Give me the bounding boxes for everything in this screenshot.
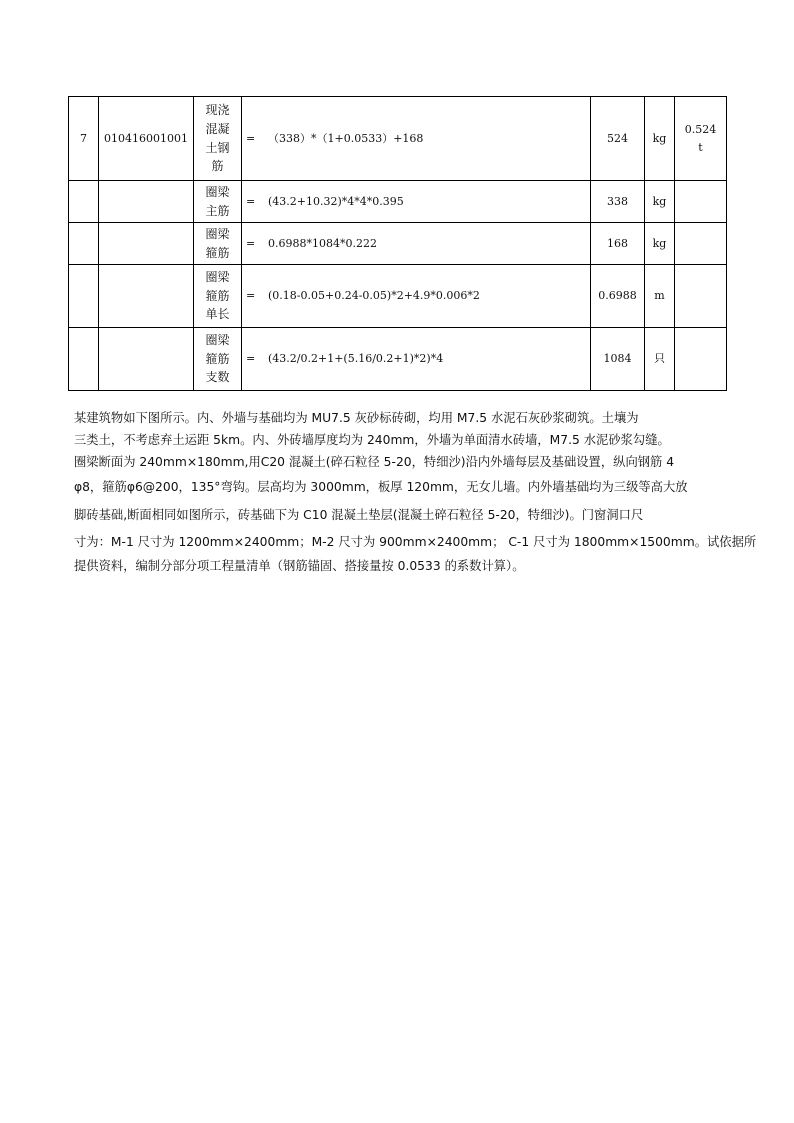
calc-expression: = (0.18-0.05+0.24-0.05)*2+4.9*0.006*2 [242,265,591,328]
quantity-value: 338 [591,181,645,223]
total-value [675,223,727,265]
description-line: φ8，箍筋φ6@200，135°弯钩。层高均为 3000mm，板厚 120mm，无女儿墙。内外墙基础均为三级等高大放 [74,480,688,494]
table-row [69,97,727,181]
item-name: 圈梁 箍筋 [194,223,242,265]
quantity-table [68,96,727,391]
total-value: 0.524 t [675,97,727,181]
description-line: 脚砖基础,断面相同如图所示，砖基础下为 C10 混凝土垫层(混凝土碎石粒径 5-20，特细沙)。门窗洞口尺 [74,508,644,522]
quantity-value: 1084 [591,328,645,391]
total-value [675,265,727,328]
quantity-value: 0.6988 [591,265,645,328]
table-row [69,328,727,391]
table-row [69,265,727,328]
item-name: 圈梁 箍筋 单长 [194,265,242,328]
calc-expression: = (43.2/0.2+1+(5.16/0.2+1)*2)*4 [242,328,591,391]
item-code [99,181,194,223]
item-code: 010416001001 [99,97,194,181]
calc-expression: = (43.2+10.32)*4*4*0.395 [242,181,591,223]
item-name: 圈梁 主筋 [194,181,242,223]
quantity-value: 168 [591,223,645,265]
description-line: 提供资料，编制分部分项工程量清单（钢筋锚固、搭接量按 0.0533 的系数计算）。 [74,559,525,573]
unit-label: m [645,265,675,328]
unit-label: 只 [645,328,675,391]
item-number [69,265,99,328]
unit-label: kg [645,181,675,223]
problem-description [74,407,757,576]
unit-label: kg [645,223,675,265]
quantity-value: 524 [591,97,645,181]
calc-expression: = 0.6988*1084*0.222 [242,223,591,265]
unit-label: kg [645,97,675,181]
description-line: 某建筑物如下图所示。内、外墙与基础均为 MU7.5 灰砂标砖砌，均用 M7.5 水泥石灰砂浆砌筑。土壤为 [74,411,639,425]
item-code [99,223,194,265]
item-name: 圈梁 箍筋 支数 [194,328,242,391]
total-value [675,328,727,391]
description-line: 寸为：M-1 尺寸为 1200mm×2400mm；M-2 尺寸为 900mm×2400mm； C-1 尺寸为 1800mm×1500mm。试依据所 [74,535,757,549]
description-line: 圈梁断面为 240mm×180mm,用C20 混凝土(碎石粒径 5-20，特细沙)沿内外墙每层及基础设置，纵向钢筋 4 [74,455,675,469]
item-number [69,181,99,223]
item-number [69,328,99,391]
item-code [99,328,194,391]
calc-expression: = （338）*（1+0.0533）+168 [242,97,591,181]
table-row [69,223,727,265]
total-value [675,181,727,223]
description-line: 三类土，不考虑弃土运距 5km。内、外砖墙厚度均为 240mm，外墙为单面清水砖墙，M7.5 水泥砂浆勾缝。 [74,433,670,447]
item-code [99,265,194,328]
item-number: 7 [69,97,99,181]
table-row [69,181,727,223]
item-name: 现浇 混凝 土钢 筋 [194,97,242,181]
item-number [69,223,99,265]
